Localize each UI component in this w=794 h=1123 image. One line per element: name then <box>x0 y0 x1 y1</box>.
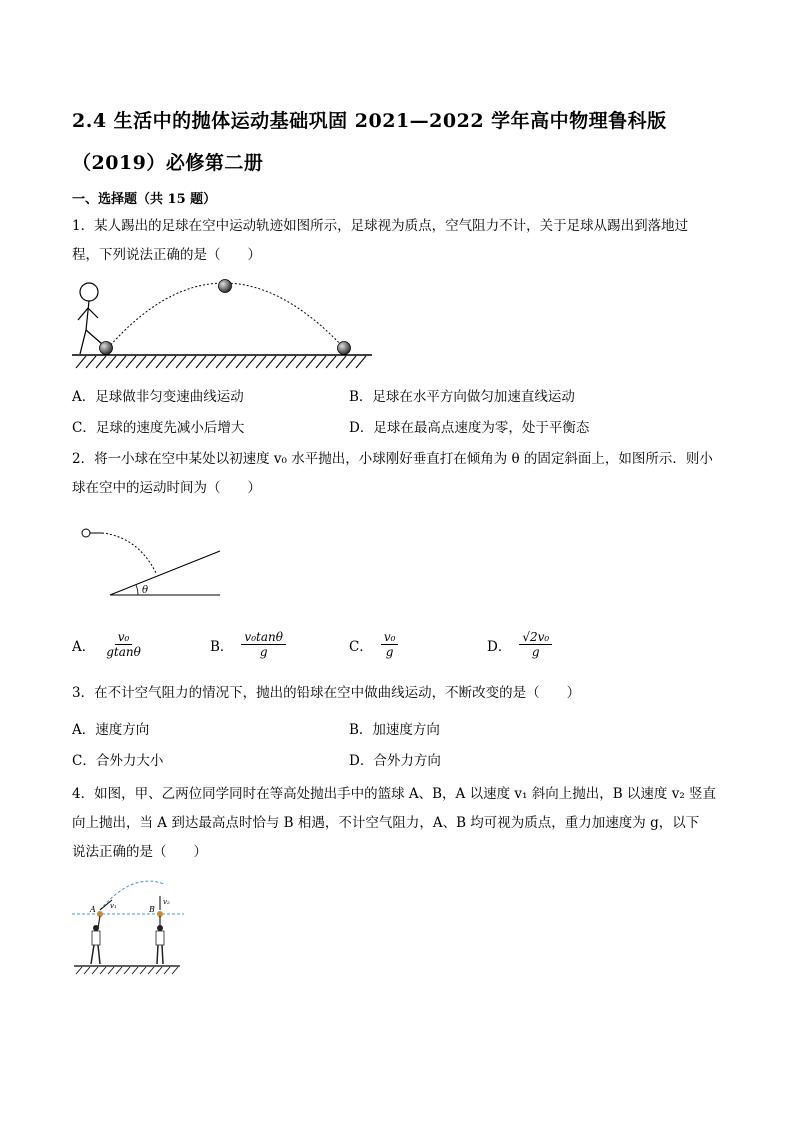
v2-label: v₂ <box>163 898 170 906</box>
question-2-option-d-label: D． <box>487 638 512 655</box>
question-1-line2: 程，下列说法正确的是（ ） <box>72 247 261 263</box>
question-3-line1: 3．在不计空气阻力的情况下，抛出的铅球在空中做曲线运动，不断改变的是（ ） <box>72 685 581 701</box>
question-3-option-b[interactable]: B．加速度方向 <box>349 722 440 738</box>
question-2-figure <box>80 525 230 605</box>
question-2 <box>72 445 722 503</box>
question-2-option-b[interactable] <box>210 630 286 659</box>
page-title-line2: （2019）必修第二册 <box>72 152 264 174</box>
question-4-line3: 说法正确的是（ ） <box>72 844 207 860</box>
question-2-line2: 球在空中的运动时间为（ ） <box>72 480 261 496</box>
v1-label: v₁ <box>110 902 117 910</box>
question-3-option-a[interactable]: A．速度方向 <box>72 722 150 738</box>
question-4-figure <box>72 878 192 978</box>
ball-a-label: A <box>90 905 96 914</box>
question-1-option-c[interactable]: C．足球的速度先减小后增大 <box>72 420 245 436</box>
question-2-option-a[interactable] <box>72 630 144 659</box>
question-2-option-c-label: C． <box>349 638 373 655</box>
question-2-option-b-label: B． <box>210 638 234 655</box>
question-1-option-d[interactable]: D．足球在最高点速度为零，处于平衡态 <box>349 420 590 436</box>
student-b-figure <box>156 916 164 964</box>
question-3 <box>72 679 722 708</box>
question-2-option-b-denominator: g <box>259 645 268 659</box>
question-2-option-a-numerator: v₀ <box>115 630 133 645</box>
question-4 <box>72 780 722 867</box>
question-2-option-a-denominator: gtanθ <box>106 645 141 659</box>
question-2-option-a-label: A． <box>72 638 96 655</box>
question-2-option-d-denominator: g <box>531 645 540 659</box>
question-3-option-c[interactable]: C．合外力大小 <box>72 753 164 769</box>
question-1-figure <box>72 278 382 370</box>
question-2-option-c-numerator: v₀ <box>381 630 399 645</box>
page-title-line1: 2.4 生活中的抛体运动基础巩固 2021—2022 学年高中物理鲁科版 <box>72 110 667 132</box>
question-1 <box>72 212 722 270</box>
student-a-figure <box>91 916 100 964</box>
question-4-line1: 4．如图，甲、乙两位同学同时在等高处抛出手中的篮球 A、B，A 以速度 v₁ 斜向上抛出，B 以速度 v₂ 竖直 <box>72 786 717 802</box>
question-2-option-c[interactable] <box>349 630 398 659</box>
question-3-option-d[interactable]: D．合外力方向 <box>349 753 441 769</box>
question-2-line1: 2．将一小球在空中某处以初速度 v₀ 水平抛出，小球刚好垂直打在倾角为 θ 的固定斜面上，如图所示．则小 <box>72 451 713 467</box>
question-1-option-a[interactable]: A．足球做非匀变速曲线运动 <box>72 389 244 405</box>
question-2-option-d[interactable] <box>487 630 552 659</box>
angle-theta-label: θ <box>142 585 149 596</box>
question-2-option-d-numerator: √2v₀ <box>519 630 552 645</box>
question-2-option-c-denominator: g <box>385 645 394 659</box>
question-1-option-b[interactable]: B．足球在水平方向做匀加速直线运动 <box>349 389 575 405</box>
ball-b-label: B <box>149 905 155 914</box>
question-2-option-b-numerator: v₀tanθ <box>241 630 286 645</box>
section-heading: 一、选择题（共 15 题） <box>72 192 217 207</box>
question-1-line1: 1．某人踢出的足球在空中运动轨迹如图所示，足球视为质点，空气阻力不计，关于足球从踢出到落地过 <box>72 218 689 234</box>
question-4-line2: 向上抛出，当 A 到达最高点时恰与 B 相遇，不计空气阻力，A、B 均可视为质点，重力加速度为 g，以下 <box>72 815 700 831</box>
